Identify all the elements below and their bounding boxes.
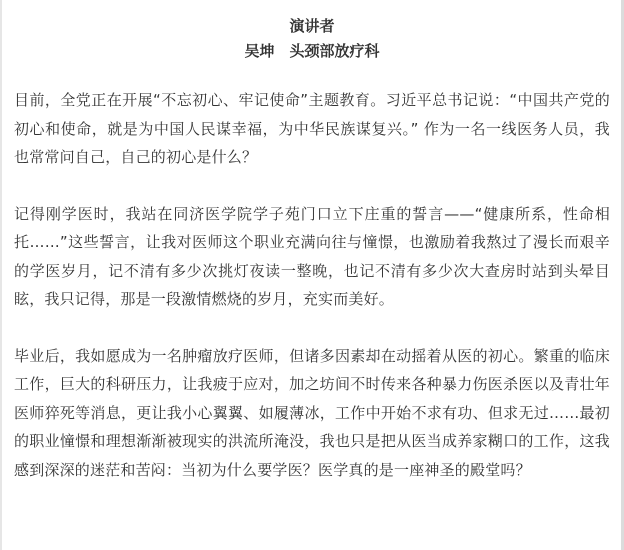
paragraph-2: 记得刚学医时，我站在同济医学院学子苑门口立下庄重的誓言——“健康所系，性命相托……”这些誓言，让我对医师这个职业充满向往与憧憬，也激励着我熬过了漫长而艰辛的学医岁月，记不清有多少次挑灯夜读一整晚，也记不清有多少次大查房时站到头晕目眩，我只记得，那是一段激情燃烧的岁月，充实而美好。 xyxy=(14,204,610,308)
paragraph-3: 毕业后，我如愿成为一名肿瘤放疗医师，但诸多因素却在动摇着从医的初心。繁重的临床工作，巨大的科研压力，让我疲于应对，加之坊间不时传来各种暴力伤医杀医以及青壮年医师猝死等消息，更让我小心翼翼、如履薄冰，工作中开始不求有功、但求无过……最初的职业憧憬和理想渐渐被现实的洪流所淹没，我也只是把从医当成养家糊口的工作，这我感到深深的迷茫和苦闷：当初为什么要学医？医学真的是一座神圣的殿堂吗？ xyxy=(14,346,610,479)
paragraph-1: 目前，全党正在开展“不忘初心、牢记使命”主题教育。习近平总书记说：“中国共产党的初心和使命，就是为中国人民谋幸福，为中华民族谋复兴。” 作为一名一线医务人员，我也常常问自己，自己的初心是什么？ xyxy=(14,91,610,166)
header-speaker: 吴坤 头颈部放疗科 xyxy=(244,42,380,60)
page-left-edge xyxy=(0,0,2,550)
speaker-header xyxy=(14,14,610,64)
article-body xyxy=(14,14,610,484)
header-title: 演讲者 xyxy=(289,17,335,35)
